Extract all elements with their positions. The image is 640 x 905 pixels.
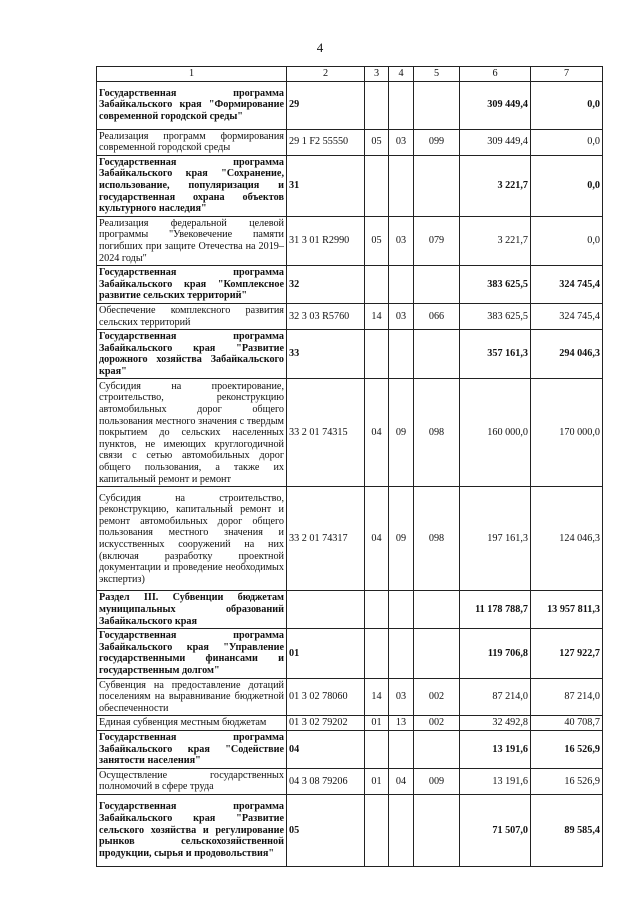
row-code: 04 3 08 79206 xyxy=(287,768,365,794)
row-code: 32 3 03 R5760 xyxy=(287,303,365,329)
row-expense-type: 002 xyxy=(414,716,460,731)
row-code: 29 xyxy=(287,81,365,129)
row-name: Раздел III. Субвенции бюджетам муниципальных образований Забайкальского края xyxy=(97,591,287,629)
budget-table xyxy=(96,66,603,867)
program-row xyxy=(97,330,603,379)
row-name: Субсидия на проектирование, строительство, реконструкцию автомобильных дорог общего пользования местного значения с твердым покрытием до сельских населенных пунктов, не имеющих круглогодичной связи с сетью автомобильных дорог общего пользования, а также их капитальный ремонт и ремонт xyxy=(97,379,287,487)
row-amount-1: 357 161,3 xyxy=(460,330,531,379)
row-amount-2: 16 526,9 xyxy=(531,768,603,794)
table-row xyxy=(97,487,603,591)
row-expense-type: 066 xyxy=(414,303,460,329)
row-expense-type xyxy=(414,731,460,769)
row-code: 01 xyxy=(287,629,365,678)
row-amount-2: 0,0 xyxy=(531,155,603,216)
row-amount-2: 13 957 811,3 xyxy=(531,591,603,629)
row-amount-1: 119 706,8 xyxy=(460,629,531,678)
row-amount-2: 127 922,7 xyxy=(531,629,603,678)
row-code: 32 xyxy=(287,266,365,304)
row-subsection: 09 xyxy=(389,379,414,487)
program-row xyxy=(97,81,603,129)
row-amount-2: 294 046,3 xyxy=(531,330,603,379)
row-amount-1: 197 161,3 xyxy=(460,487,531,591)
row-name: Осуществление государственных полномочий в сфере труда xyxy=(97,768,287,794)
table-row xyxy=(97,768,603,794)
row-name: Государственная программа Забайкальского края "Развитие сельского хозяйства и регулирование рынков сельскохозяйственной продукции, сырья и продовольствия" xyxy=(97,794,287,866)
row-subsection: 13 xyxy=(389,716,414,731)
row-subsection xyxy=(389,81,414,129)
row-subsection: 03 xyxy=(389,678,414,716)
row-section: 14 xyxy=(365,678,389,716)
column-header: 1 xyxy=(97,67,287,82)
row-amount-2: 87 214,0 xyxy=(531,678,603,716)
row-section: 14 xyxy=(365,303,389,329)
row-code: 01 3 02 78060 xyxy=(287,678,365,716)
row-section: 05 xyxy=(365,129,389,155)
row-expense-type xyxy=(414,794,460,866)
column-header: 5 xyxy=(414,67,460,82)
row-subsection xyxy=(389,155,414,216)
row-code xyxy=(287,591,365,629)
row-amount-1: 383 625,5 xyxy=(460,303,531,329)
row-code: 05 xyxy=(287,794,365,866)
row-amount-2: 16 526,9 xyxy=(531,731,603,769)
row-section xyxy=(365,731,389,769)
row-expense-type: 009 xyxy=(414,768,460,794)
row-code: 31 3 01 R2990 xyxy=(287,216,365,265)
row-expense-type xyxy=(414,629,460,678)
row-amount-2: 0,0 xyxy=(531,129,603,155)
row-subsection: 03 xyxy=(389,129,414,155)
program-row xyxy=(97,266,603,304)
row-amount-1: 13 191,6 xyxy=(460,768,531,794)
row-name: Государственная программа Забайкальского края "Содействие занятости населения" xyxy=(97,731,287,769)
row-section xyxy=(365,81,389,129)
row-expense-type xyxy=(414,155,460,216)
row-amount-1: 32 492,8 xyxy=(460,716,531,731)
column-header: 3 xyxy=(365,67,389,82)
row-subsection xyxy=(389,266,414,304)
header-row xyxy=(97,67,603,82)
table-row xyxy=(97,303,603,329)
row-name: Единая субвенция местным бюджетам xyxy=(97,716,287,731)
page-number: 4 xyxy=(316,40,324,55)
row-amount-2: 324 745,4 xyxy=(531,266,603,304)
row-amount-2: 40 708,7 xyxy=(531,716,603,731)
row-section: 01 xyxy=(365,768,389,794)
row-amount-2: 170 000,0 xyxy=(531,379,603,487)
row-amount-2: 0,0 xyxy=(531,216,603,265)
row-code: 33 xyxy=(287,330,365,379)
row-amount-2: 324 745,4 xyxy=(531,303,603,329)
row-name: Обеспечение комплексного развития сельских территорий xyxy=(97,303,287,329)
row-section xyxy=(365,330,389,379)
row-amount-2: 0,0 xyxy=(531,81,603,129)
column-header: 4 xyxy=(389,67,414,82)
row-expense-type: 098 xyxy=(414,379,460,487)
row-amount-1: 160 000,0 xyxy=(460,379,531,487)
row-expense-type xyxy=(414,330,460,379)
row-code: 01 3 02 79202 xyxy=(287,716,365,731)
row-amount-1: 87 214,0 xyxy=(460,678,531,716)
table-row xyxy=(97,129,603,155)
row-amount-1: 11 178 788,7 xyxy=(460,591,531,629)
program-row xyxy=(97,629,603,678)
row-amount-1: 309 449,4 xyxy=(460,81,531,129)
table-row xyxy=(97,216,603,265)
row-subsection: 03 xyxy=(389,216,414,265)
row-amount-1: 3 221,7 xyxy=(460,155,531,216)
row-amount-1: 13 191,6 xyxy=(460,731,531,769)
program-row xyxy=(97,155,603,216)
row-section xyxy=(365,629,389,678)
row-expense-type xyxy=(414,81,460,129)
row-name: Государственная программа Забайкальского края "Развитие дорожного хозяйства Забайкальского края" xyxy=(97,330,287,379)
column-header: 6 xyxy=(460,67,531,82)
column-header: 7 xyxy=(531,67,603,82)
row-code: 33 2 01 74315 xyxy=(287,379,365,487)
row-name: Государственная программа Забайкальского края "Управление государственными финансами и государственным долгом" xyxy=(97,629,287,678)
row-subsection xyxy=(389,629,414,678)
row-section: 05 xyxy=(365,216,389,265)
row-section xyxy=(365,591,389,629)
row-name: Субвенция на предоставление дотаций поселениям на выравнивание бюджетной обеспеченности xyxy=(97,678,287,716)
table-row xyxy=(97,678,603,716)
column-header: 2 xyxy=(287,67,365,82)
row-amount-1: 71 507,0 xyxy=(460,794,531,866)
row-expense-type: 099 xyxy=(414,129,460,155)
row-section: 04 xyxy=(365,379,389,487)
row-name: Государственная программа Забайкальского края "Формирование современной городской среды" xyxy=(97,81,287,129)
row-name: Реализация программ формирования современной городской среды xyxy=(97,129,287,155)
row-section: 04 xyxy=(365,487,389,591)
row-code: 33 2 01 74317 xyxy=(287,487,365,591)
row-name: Государственная программа Забайкальского края "Комплексное развитие сельских территорий" xyxy=(97,266,287,304)
row-subsection xyxy=(389,330,414,379)
row-name: Субсидия на строительство, реконструкцию, капитальный ремонт и ремонт автомобильных дорог общего пользования местного значения и искусственных сооружений на них (включая разработку проектной документации и проведение необходимых экспертиз) xyxy=(97,487,287,591)
row-section xyxy=(365,155,389,216)
table-row xyxy=(97,716,603,731)
row-amount-1: 3 221,7 xyxy=(460,216,531,265)
program-row xyxy=(97,794,603,866)
row-amount-1: 383 625,5 xyxy=(460,266,531,304)
row-amount-2: 89 585,4 xyxy=(531,794,603,866)
row-subsection: 09 xyxy=(389,487,414,591)
row-expense-type: 098 xyxy=(414,487,460,591)
row-subsection: 03 xyxy=(389,303,414,329)
program-row xyxy=(97,731,603,769)
row-code: 29 1 F2 55550 xyxy=(287,129,365,155)
row-code: 31 xyxy=(287,155,365,216)
row-subsection: 04 xyxy=(389,768,414,794)
row-name: Государственная программа Забайкальского края "Сохранение, использование, популяризация и государственная охрана объектов культурного наследия" xyxy=(97,155,287,216)
row-name: Реализация федеральной целевой программы "Увековечение памяти погибших при защите Отечества на 2019–2024 годы" xyxy=(97,216,287,265)
row-code: 04 xyxy=(287,731,365,769)
program-row xyxy=(97,591,603,629)
row-expense-type: 002 xyxy=(414,678,460,716)
row-section xyxy=(365,794,389,866)
row-expense-type xyxy=(414,266,460,304)
row-section: 01 xyxy=(365,716,389,731)
row-section xyxy=(365,266,389,304)
row-subsection xyxy=(389,794,414,866)
table-row xyxy=(97,379,603,487)
row-expense-type xyxy=(414,591,460,629)
row-amount-1: 309 449,4 xyxy=(460,129,531,155)
row-subsection xyxy=(389,591,414,629)
row-amount-2: 124 046,3 xyxy=(531,487,603,591)
row-expense-type: 079 xyxy=(414,216,460,265)
row-subsection xyxy=(389,731,414,769)
